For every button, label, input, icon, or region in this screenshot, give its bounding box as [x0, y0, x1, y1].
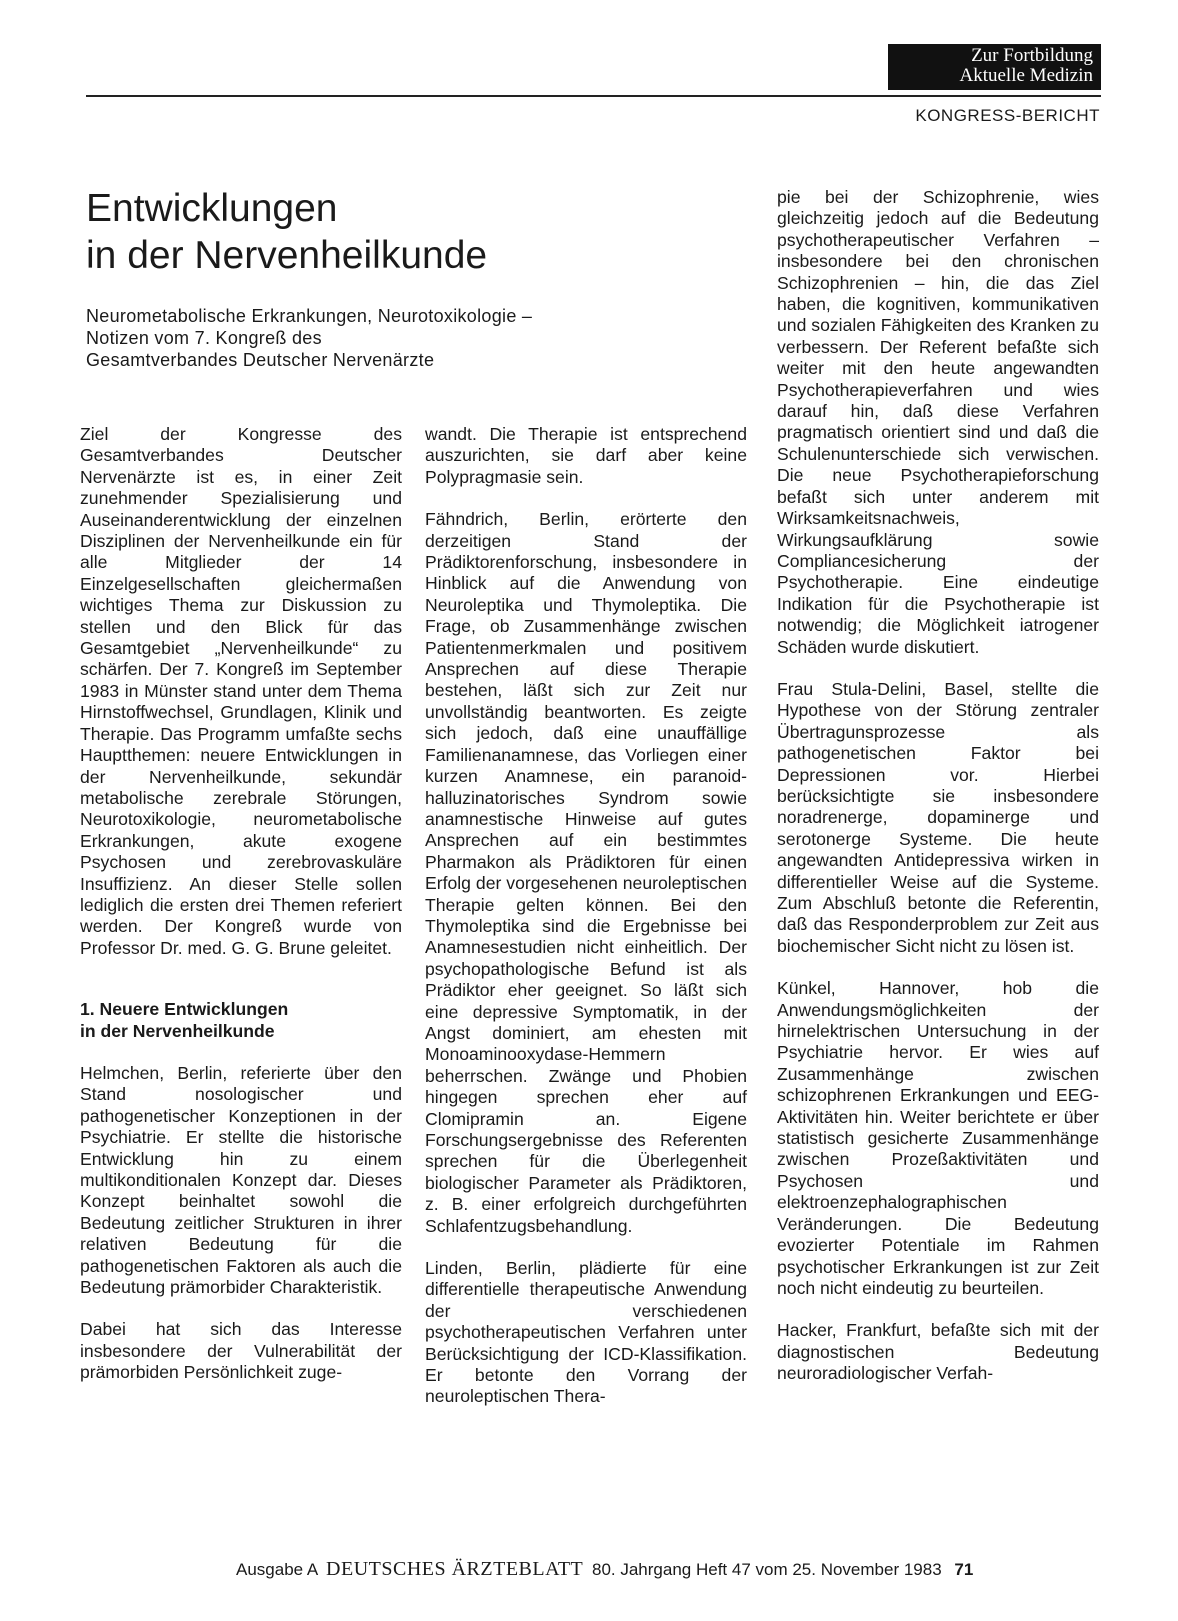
title-line-1: Entwicklungen	[86, 187, 338, 230]
footer-journal: DEUTSCHES ÄRZTEBLATT	[326, 1558, 584, 1580]
page-footer	[236, 1558, 973, 1581]
subtitle-line-3: Gesamtverbandes Deutscher Nervenärzte	[86, 350, 435, 370]
heading-line-2: in der Nervenheilkunde	[80, 1020, 275, 1041]
page-number: 71	[954, 1560, 974, 1579]
paragraph: Linden, Berlin, plädierte für eine differentielle therapeutische Anwendung der verschiedenen psychotherapeutischen Verfahren unter Berücksichtigung der ICD-Klassifikation. Er betonte den Vorrang der neuroleptischen Thera-	[425, 1258, 747, 1407]
header-rule	[86, 95, 1101, 97]
badge-line-2: Aktuelle Medizin	[959, 65, 1093, 86]
text-column-3	[777, 187, 1099, 1406]
paragraph: Frau Stula-Delini, Basel, stellte die Hypothese von der Störung zentraler Übertragunsprozesse als pathogenetischen Faktor bei Depressionen vor. Hierbei berücksichtigte sie insbesondere noradrenerge, dopaminerge und serotonerge Systeme. Die heute angewandten Antidepressiva wirken in differentieller Weise auf die Systeme. Zum Abschluß betonte die Referentin, daß das Responderproblem zur Zeit aus biochemischer Sicht nicht zu lösen ist.	[777, 678, 1099, 956]
paragraph: Helmchen, Berlin, referierte über den Stand nosologischer und pathogenetischer Konzeptionen in der Psychiatrie. Er stellte die historische Entwicklung hin zu einem multikonditionalen Konzept dar. Dieses Konzept beinhaltet sowohl die Bedeutung zeitlicher Strukturen in ihrer relativen Bedeutung für die pathogenetischen Faktoren als auch die Bedeutung prämorbider Charakteristik.	[80, 1062, 402, 1298]
subtitle-line-2: Notizen vom 7. Kongreß des	[86, 328, 322, 348]
heading-line-1: 1. Neuere Entwicklungen	[80, 999, 289, 1020]
footer-edition: Ausgabe A	[236, 1560, 318, 1579]
section-label: KONGRESS-BERICHT	[915, 106, 1100, 125]
paragraph: Fähndrich, Berlin, erörterte den derzeitigen Stand der Prädiktorenforschung, insbesondere in Hinblick auf die Anwendung von Neuroleptika und Thymoleptika. Die Frage, ob Zusammenhänge zwischen Patientenmerkmalen und positivem Ansprechen auf diese Therapie bestehen, läßt sich zur Zeit nur unvollständig beantworten. Es zeigte sich jedoch, daß eine unauffällige Familienanamnese, das Vorliegen einer kurzen Anamnese, ein paranoid-halluzinatorisches Syndrom sowie anamnestische Hinweise auf gutes Ansprechen auf ein bestimmtes Pharmakon als Prädiktoren für einen Erfolg der vorgesehenen neuroleptischen Therapie gelten können. Bei den Thymoleptika sind die Ergebnisse bei Anamnesestudien nicht einheitlich. Der psychopathologische Befund ist als Prädiktor eher geeignet. So läßt sich eine depressive Symptomatik, in der Angst dominiert, am ehesten mit Monoaminooxydase-Hemmern beherrschen. Zwänge und Phobien hingegen sprechen eher auf Clomipramin an. Eigene Forschungsergebnisse des Referenten sprechen für die Überlegenheit biologischer Parameter als Prädiktoren, z. B. einer erfolgreich durchgeführten Schlafentzugsbehandlung.	[425, 509, 747, 1236]
text-column-2	[425, 424, 747, 1429]
footer-issue: 80. Jahrgang Heft 47 vom 25. November 1983	[592, 1560, 942, 1579]
section-badge	[888, 44, 1101, 90]
paragraph: Ziel der Kongresse des Gesamtverbandes Deutscher Nervenärzte ist es, in einer Zeit zunehmender Spezialisierung und Auseinanderentwicklung der einzelnen Disziplinen der Nervenheilkunde ein für alle Mitglieder der 14 Einzelgesellschaften gleichermaßen wichtiges Thema zur Diskussion zu stellen und den Blick für das Gesamtgebiet „Nervenheilkunde“ zu schärfen. Der 7. Kongreß im September 1983 in Münster stand unter dem Thema Hirnstoffwechsel, Grundlagen, Klinik und Therapie. Das Programm umfaßte sechs Hauptthemen: neuere Entwicklungen in der Nervenheilkunde, sekundär metabolische zerebrale Störungen, Neurotoxikologie, neurometabolische Erkrankungen, akute exogene Psychosen und zerebrovaskuläre Insuffizienz. An dieser Stelle sollen lediglich die ersten drei Themen referiert werden. Der Kongreß wurde von Professor Dr. med. G. G. Brune geleitet.	[80, 424, 402, 958]
title-line-2: in der Nervenheilkunde	[86, 234, 488, 277]
paragraph: Hacker, Frankfurt, befaßte sich mit der diagnostischen Bedeutung neuroradiologischer Verfah-	[777, 1320, 1099, 1384]
paragraph: Künkel, Hannover, hob die Anwendungsmöglichkeiten der hirnelektrischen Untersuchung in der Psychiatrie hervor. Er wies auf Zusammenhänge zwischen schizophrenen Erkrankungen und EEG-Aktivitäten hin. Weiter berichtete er über statistisch gesicherte Zusammenhänge zwischen Prozeßaktivitäten und Psychosen und elektroenzephalographischen Veränderungen. Die Bedeutung evozierter Potentiale im Rahmen psychotischer Erkrankungen ist zur Zeit noch nicht eindeutig zu beurteilen.	[777, 978, 1099, 1298]
article-subtitle	[86, 305, 736, 371]
section-heading	[80, 999, 402, 1042]
paragraph: wandt. Die Therapie ist entsprechend auszurichten, sie darf aber keine Polypragmasie sein.	[425, 424, 747, 487]
text-column-1	[80, 424, 402, 1405]
badge-line-1: Zur Fortbildung	[971, 45, 1093, 66]
paragraph: pie bei der Schizophrenie, wies gleichzeitig jedoch auf die Bedeutung psychotherapeutischer Verfahren – insbesondere bei den chronischen Schizophrenien – hin, die das Ziel haben, die kognitiven, kommunikativen und sozialen Fähigkeiten des Kranken zu verbessern. Der Referent befaßte sich weiter mit den heute angewandten Psychotherapieverfahren und wies darauf hin, daß diese Verfahren pragmatisch orientiert sind und daß die Schulenunterschiede sich verwischen. Die neue Psychotherapieforschung befaßt sich unter anderem mit Wirksamkeitsnachweis, Wirkungsaufklärung sowie Compliancesicherung der Psychotherapie. Eine eindeutige Indikation für die Psychotherapie ist notwendig; die Möglichkeit iatrogener Schäden wurde diskutiert.	[777, 187, 1099, 657]
paragraph: Dabei hat sich das Interesse insbesondere der Vulnerabilität der prämorbiden Persönlichkeit zuge-	[80, 1319, 402, 1383]
subtitle-line-1: Neurometabolische Erkrankungen, Neurotoxikologie –	[86, 306, 533, 326]
article-title	[86, 185, 706, 279]
